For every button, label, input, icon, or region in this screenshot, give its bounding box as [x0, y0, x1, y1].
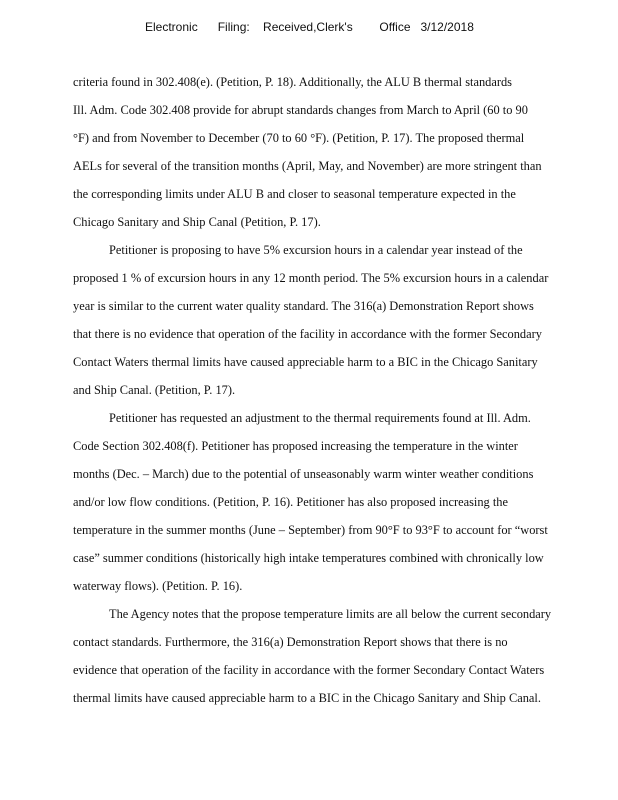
text-line: waterway flows). (Petition. P. 16).: [73, 579, 243, 593]
paragraph: [73, 600, 593, 712]
text-line: and/or low flow conditions. (Petition, P. 16). Petitioner has also proposed increasing the: [73, 495, 508, 509]
text-line: that there is no evidence that operation of the facility in accordance with the former Secondary: [73, 327, 542, 341]
text-line: Ill. Adm. Code 302.408 provide for abrupt standards changes from March to April (60 to 90: [73, 103, 528, 117]
text-line: months (Dec. – March) due to the potential of unseasonably warm winter weather conditions: [73, 467, 534, 481]
text-line: proposed 1 % of excursion hours in any 12 month period. The 5% excursion hours in a calendar: [73, 271, 549, 285]
text-line: Chicago Sanitary and Ship Canal (Petition, P. 17).: [73, 215, 321, 229]
text-line: thermal limits have caused appreciable harm to a BIC in the Chicago Sanitary and Ship Canal.: [73, 691, 541, 705]
text-line: year is similar to the current water quality standard. The 316(a) Demonstration Report shows: [73, 299, 534, 313]
text-line: Code Section 302.408(f). Petitioner has proposed increasing the temperature in the winter: [73, 439, 518, 453]
text-line: case” summer conditions (historically high intake temperatures combined with chronically low: [73, 551, 544, 565]
document-body: [73, 68, 593, 712]
text-line: criteria found in 302.408(e). (Petition, P. 18). Additionally, the ALU B thermal standards: [73, 75, 512, 89]
text-line: the corresponding limits under ALU B and closer to seasonal temperature expected in the: [73, 187, 516, 201]
paragraph: [73, 68, 593, 236]
text-line: The Agency notes that the propose temperature limits are all below the current secondary: [109, 607, 552, 621]
text-line: Petitioner has requested an adjustment to the thermal requirements found at Ill. Adm.: [109, 411, 531, 425]
text-line: Contact Waters thermal limits have caused appreciable harm to a BIC in the Chicago Sanitary: [73, 355, 538, 369]
text-line: and Ship Canal. (Petition, P. 17).: [73, 383, 236, 397]
electronic-filing-header: Electronic Filing: Received,Clerk's Office 3/12/2018: [145, 20, 474, 34]
paragraph: [73, 404, 593, 600]
text-line: contact standards. Furthermore, the 316(a) Demonstration Report shows that there is no: [73, 635, 508, 649]
text-line: Petitioner is proposing to have 5% excursion hours in a calendar year instead of the: [109, 243, 523, 257]
text-line: AELs for several of the transition months (April, May, and November) are more stringent than: [73, 159, 542, 173]
text-line: °F) and from November to December (70 to 60 °F). (Petition, P. 17). The proposed thermal: [73, 131, 525, 145]
text-line: temperature in the summer months (June – September) from 90°F to 93°F to account for “worst: [73, 523, 548, 537]
paragraph: [73, 236, 593, 404]
text-line: evidence that operation of the facility in accordance with the former Secondary Contact Waters: [73, 663, 545, 677]
